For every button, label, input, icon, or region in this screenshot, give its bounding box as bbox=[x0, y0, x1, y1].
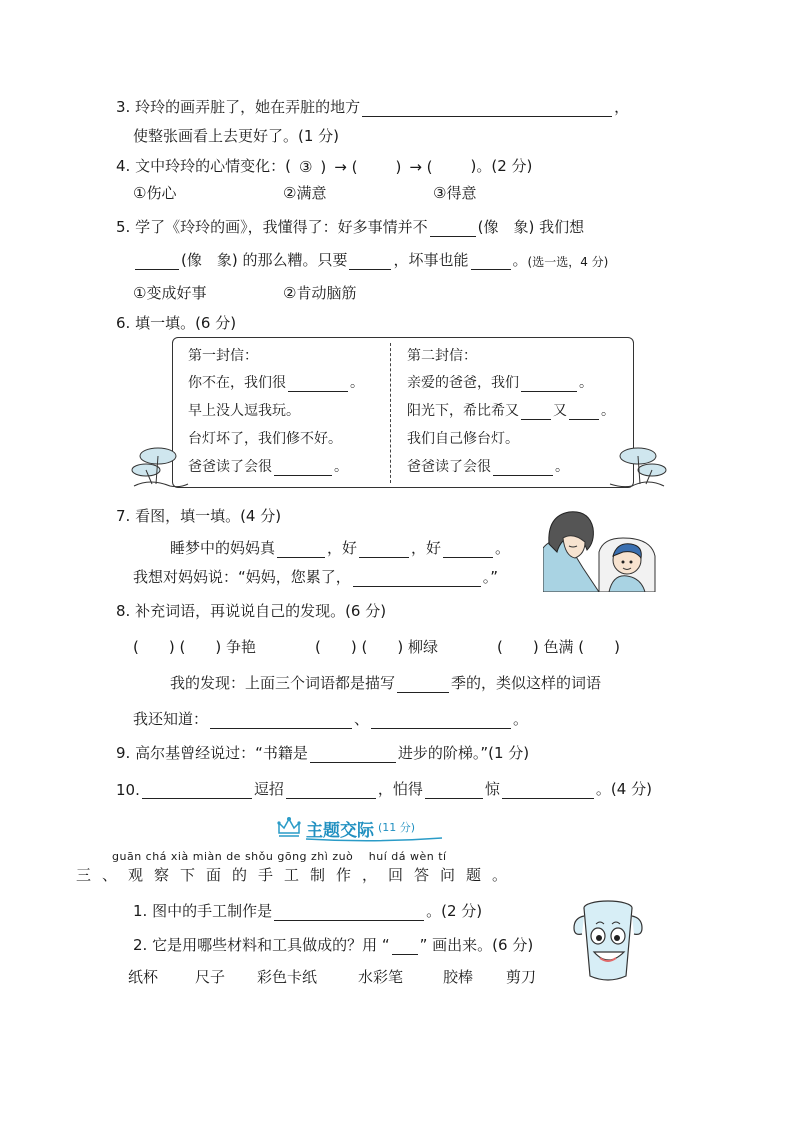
left-letter-line-4 bbox=[188, 456, 348, 476]
q8-words bbox=[133, 636, 620, 657]
right-l1-text: 亲爱的爸爸，我们 bbox=[407, 375, 519, 391]
q10-text-2: ，怕得 bbox=[377, 780, 423, 798]
left-blank-2[interactable] bbox=[274, 460, 332, 476]
q7-title-text: 7. 看图，填一填。(4 分) bbox=[116, 507, 282, 525]
q6-title bbox=[116, 312, 236, 333]
q10-blank-4[interactable] bbox=[502, 781, 594, 799]
part3-q1-score: 。(2 分) bbox=[426, 902, 483, 920]
q9-text-1: 9. 高尔基曾经说过：“书籍是 bbox=[116, 744, 308, 762]
q10-blank-1[interactable] bbox=[142, 781, 252, 799]
part3-items bbox=[128, 966, 536, 987]
q4-answer: ③ bbox=[298, 158, 313, 176]
right-blank-3[interactable] bbox=[569, 404, 599, 420]
section-header bbox=[276, 813, 446, 841]
q3-text: 3. 玲玲的画弄脏了，她在弄脏的地方 bbox=[116, 98, 361, 116]
q7-text-1: 睡梦中的妈妈真 bbox=[170, 539, 276, 557]
plant-right-icon bbox=[608, 440, 668, 490]
q3-comma: ， bbox=[614, 98, 630, 116]
right-blank-1[interactable] bbox=[521, 376, 577, 392]
right-letter-line-2 bbox=[407, 400, 615, 420]
q10-line bbox=[116, 778, 652, 799]
q8-word-1[interactable]: ( ) ( ) 争艳 bbox=[133, 638, 256, 656]
q10-number: 10. bbox=[116, 781, 140, 799]
q4-text: 4. 文中玲玲的心情变化：( bbox=[116, 157, 291, 175]
plant-left-icon bbox=[130, 440, 190, 490]
q8-word-3[interactable]: ( ) 色满 ( ) bbox=[497, 638, 620, 656]
q9-text-2: 进步的阶梯。”(1 分) bbox=[397, 744, 530, 762]
item-colored-card[interactable]: 彩色卡纸 bbox=[257, 968, 318, 986]
part3-q2-mark bbox=[392, 937, 418, 955]
q10-text-1: 逗招 bbox=[253, 780, 284, 798]
q7-text-3: ，好 bbox=[411, 539, 442, 557]
q9-line bbox=[116, 742, 529, 763]
q10-blank-2[interactable] bbox=[286, 781, 376, 799]
q3-blank[interactable] bbox=[362, 99, 612, 117]
part3-q2-text: 2. 它是用哪些材料和工具做成的？用 “ bbox=[133, 936, 390, 954]
part3-pinyin: guān chá xià miàn de shǒu gōng zhì zuò huí dá wèn tí bbox=[112, 850, 447, 863]
q9-blank[interactable] bbox=[310, 745, 396, 763]
q4-paren-2: ) bbox=[395, 158, 402, 176]
part3-q2-score: ” 画出来。(6 分) bbox=[419, 936, 534, 954]
q3-line2 bbox=[133, 125, 339, 146]
right-letter-line-3 bbox=[407, 428, 519, 448]
right-l2-period: 。 bbox=[601, 403, 615, 419]
q7-blank-4[interactable] bbox=[353, 569, 481, 587]
part3-title bbox=[76, 864, 518, 885]
part3-title-text: 三、观察下面的手工制作，回答问题。 bbox=[76, 866, 519, 884]
item-scissors[interactable]: 剪刀 bbox=[506, 968, 537, 986]
q8-title-text: 8. 补充词语，再说说自己的发现。(6 分) bbox=[116, 602, 387, 620]
right-l3-text: 我们自己修台灯。 bbox=[407, 431, 519, 447]
q5-period: 。 bbox=[512, 251, 528, 269]
q8-line2 bbox=[133, 708, 528, 729]
right-blank-4[interactable] bbox=[493, 460, 553, 476]
q5-text-2: (像 象) 我们想 bbox=[477, 218, 585, 236]
part3-q2 bbox=[133, 934, 533, 955]
q5-text-3: (像 象) 的那么糟。只要 bbox=[181, 251, 348, 269]
part3-q1-blank[interactable] bbox=[274, 903, 424, 921]
right-l4-text: 爸爸读了会很 bbox=[407, 459, 491, 475]
q10-blank-3[interactable] bbox=[425, 781, 483, 799]
q7-line2 bbox=[133, 566, 498, 587]
q8-text-4: 、 bbox=[354, 710, 370, 728]
q5-option-1: ①变成好事 bbox=[133, 284, 207, 302]
q10-text-3: 惊 bbox=[484, 780, 500, 798]
q8-line1 bbox=[170, 672, 601, 693]
right-head-text: 第二封信： bbox=[407, 348, 477, 364]
left-l1-text: 你不在，我们很 bbox=[188, 375, 286, 391]
q5-blank-1[interactable] bbox=[430, 219, 476, 237]
letter-divider bbox=[390, 343, 391, 483]
item-watercolor-pen[interactable]: 水彩笔 bbox=[358, 968, 404, 986]
q5-note: (选一选，4 分) bbox=[527, 255, 609, 269]
q5-blank-2[interactable] bbox=[135, 252, 179, 270]
part3-q1 bbox=[133, 900, 482, 921]
right-l2-text: 阳光下，希比希又 bbox=[407, 403, 519, 419]
q5-text-4: ，坏事也能 bbox=[393, 251, 469, 269]
right-l1-period: 。 bbox=[579, 375, 593, 391]
item-glue-stick[interactable]: 胶棒 bbox=[443, 968, 474, 986]
left-letter-head bbox=[188, 345, 258, 365]
q8-text-1: 我的发现：上面三个词语都是描写 bbox=[170, 674, 396, 692]
q5-line1 bbox=[116, 216, 584, 237]
item-ruler[interactable]: 尺子 bbox=[195, 968, 226, 986]
left-blank-1[interactable] bbox=[288, 376, 348, 392]
q5-blank-4[interactable] bbox=[471, 252, 511, 270]
q6-title-text: 6. 填一填。(6 分) bbox=[116, 314, 237, 332]
q8-word-2[interactable]: ( ) ( ) 柳绿 bbox=[315, 638, 438, 656]
right-l4-period: 。 bbox=[555, 459, 569, 475]
right-blank-2[interactable] bbox=[521, 404, 551, 420]
q4-line bbox=[116, 155, 532, 176]
left-l2-text: 早上没人逗我玩。 bbox=[188, 403, 300, 419]
q4-option-3: ③得意 bbox=[433, 184, 477, 202]
q5-line2 bbox=[133, 249, 608, 270]
right-letter-head bbox=[407, 345, 477, 365]
q10-text-4: 。(4 分) bbox=[595, 780, 652, 798]
left-letter-line-2 bbox=[188, 400, 300, 420]
left-l4-text: 爸爸读了会很 bbox=[188, 459, 272, 475]
q8-text-2: 季的，类似这样的词语 bbox=[451, 674, 602, 692]
section-underline bbox=[304, 836, 446, 842]
q5-options bbox=[133, 282, 356, 303]
paper-cup-craft-illustration bbox=[570, 896, 646, 984]
part3-q1-text: 1. 图中的手工制作是 bbox=[133, 902, 273, 920]
left-l1-period: 。 bbox=[350, 375, 364, 391]
q7-blank-3[interactable] bbox=[443, 540, 493, 558]
q4-arrow-1: → ( bbox=[334, 158, 358, 176]
q8-text-3: 我还知道： bbox=[133, 710, 209, 728]
section-title-text: 主题交际 bbox=[306, 821, 374, 841]
q8-text-5: 。 bbox=[513, 710, 529, 728]
q3-text-2: 使整张画看上去更好了。(1 分) bbox=[133, 127, 340, 145]
left-l4-period: 。 bbox=[334, 459, 348, 475]
q5-text-1: 5. 学了《玲玲的画》，我懂得了：好多事情并不 bbox=[116, 218, 428, 236]
right-l2-you: 又 bbox=[553, 403, 567, 419]
q4-arrow-2: → ( bbox=[409, 158, 433, 176]
q7-blank-2[interactable] bbox=[359, 540, 409, 558]
left-head-text: 第一封信： bbox=[188, 348, 258, 364]
q8-blank-3[interactable] bbox=[371, 711, 511, 729]
mother-child-illustration bbox=[543, 508, 659, 592]
q7-line1 bbox=[170, 537, 510, 558]
right-letter-line-4 bbox=[407, 456, 569, 476]
right-letter-line-1 bbox=[407, 372, 593, 392]
q8-title bbox=[116, 600, 386, 621]
section-score: (11 分) bbox=[378, 821, 416, 834]
q5-blank-3[interactable] bbox=[349, 252, 391, 270]
left-letter-line-1 bbox=[188, 372, 364, 392]
left-letter-line-3 bbox=[188, 428, 342, 448]
q8-blank-2[interactable] bbox=[210, 711, 352, 729]
q7-title bbox=[116, 505, 281, 526]
q7-text-6: 。” bbox=[482, 568, 499, 586]
q4-paren-3: )。(2 分) bbox=[470, 157, 533, 175]
q7-text-5: 我想对妈妈说：“妈妈，您累了， bbox=[133, 568, 351, 586]
q7-text-2: ，好 bbox=[327, 539, 358, 557]
item-paper-cup[interactable]: 纸杯 bbox=[128, 968, 159, 986]
crown-icon bbox=[276, 815, 302, 839]
q7-blank-1[interactable] bbox=[277, 540, 325, 558]
q7-text-4: 。 bbox=[495, 539, 511, 557]
q4-option-2: ②满意 bbox=[283, 184, 327, 202]
q4-options bbox=[133, 182, 476, 203]
q4-paren: ) bbox=[320, 158, 327, 176]
left-l3-text: 台灯坏了，我们修不好。 bbox=[188, 431, 342, 447]
q3-line1 bbox=[116, 96, 629, 117]
q8-blank-1[interactable] bbox=[397, 675, 449, 693]
q5-option-2: ②肯动脑筋 bbox=[283, 284, 357, 302]
q4-option-1: ①伤心 bbox=[133, 184, 177, 202]
